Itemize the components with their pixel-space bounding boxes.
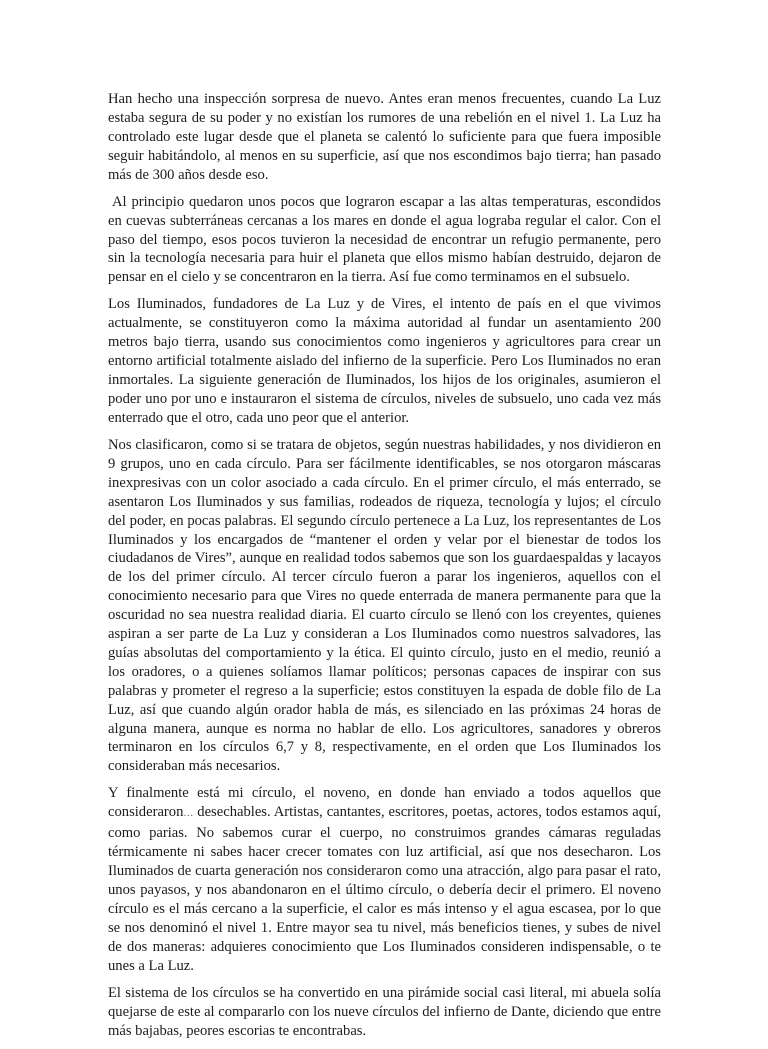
paragraph-5-start: Y finalmente está mi círculo, el noveno, en donde han enviado a todos aquellos que consideraron — [108, 785, 661, 821]
paragraph-5 — [108, 784, 661, 975]
paragraph-6: El sistema de los círculos se ha convertido en una pirámide social casi literal, mi abuela solía quejarse de este al compararlo con los nueve círculos del infierno de Dante, diciendo que entre más bajabas, peores escorias te encontrabas. — [108, 984, 661, 1039]
paragraph-4: Nos clasificaron, como si se tratara de objetos, según nuestras habilidades, y nos dividieron en 9 grupos, uno en cada círculo. Para ser fácilmente identificables, se nos otorgaron máscaras inexpresivas con un color asociado a cada círculo. En el primer círculo, el más enterrado, se asentaron Los Iluminados y sus familias, rodeados de riqueza, tecnología y lujos; el círculo del poder, en pocas palabras. El segundo círculo pertenece a La Luz, los representantes de Los Iluminados y los encargados de “mantener el orden y velar por el bienestar de todos los ciudadanos de Vires”, aunque en realidad todos sabemos que son los guardaespaldas y lacayos de los del primer círculo. Al tercer círculo fueron a parar los ingenieros, aquellos con el conocimiento necesario para que Vires no quede enterrada de manera permanente para que la oscuridad no sea nuestra realidad diaria. El cuarto círculo se llenó con los creyentes, quienes aspiran a ser parte de La Luz y consideran a Los Iluminados como nuestros salvadores, las guías absolutas del comportamiento y la ética. El quinto círculo, justo en el medio, reunió a los oradores, o a quienes solíamos llamar políticos; personas capaces de inspirar con sus palabras y prometer el regreso a la superficie; estos constituyen la espada de doble filo de La Luz, así que cuando algún orador habla de más, es silenciado en las próximas 24 horas de alguna manera, aunque es norma no hablar de ello. Los agricultores, sanadores y obreros terminaron en los círculos 6,7 y 8, respectivamente, en el orden que Los Iluminados los consideraban más necesarios. — [108, 436, 661, 775]
paragraph-3: Los Iluminados, fundadores de La Luz y de Vires, el intento de país en el que vivimos actualmente, se constituyeron como la máxima autoridad al fundar un asentamiento 200 metros bajo tierra, usando sus conocimientos como ingenieros y agricultores para crear un entorno artificial totalmente aislado del infierno de la superficie. Pero Los Iluminados no eran inmortales. La siguiente generación de Iluminados, los hijos de los originales, asumieron el poder uno por uno e instauraron el sistema de círculos, niveles de subsuelo, uno cada vez más enterrado que el otro, cada uno peor que el anterior. — [108, 296, 661, 426]
paragraph-1: Han hecho una inspección sorpresa de nuevo. Antes eran menos frecuentes, cuando La Luz estaba segura de su poder y no existían los rumores de una rebelión en el nivel 1. La Luz ha controlado este lugar desde que el planeta se calentó lo suficiente para que fuera imposible seguir habitándolo, al menos en su superficie, así que nos escondimos bajo tierra; han pasado más de 300 años desde eso. — [108, 91, 661, 183]
paragraph-2: Al principio quedaron unos pocos que lograron escapar a las altas temperaturas, escondidos en cuevas subterráneas cercanas a los mares en donde el agua lograba regular el calor. Con el paso del tiempo, esos pocos tuvieron la necesidad de encontrar un refugio permanente, pero sin la tecnología necesaria para huir el planeta que ellos mismo habían destruido, dejaron de pensar en el cielo y se concentraron en la tierra. Así fue como terminamos en el subsuelo. — [108, 193, 661, 286]
document-body — [108, 90, 661, 1049]
ellipsis-glyph: … — [183, 808, 194, 820]
paragraph-5-rest: desechables. Artistas, cantantes, escritores, poetas, actores, todos estamos aquí, como parias. No sabemos curar el cuerpo, no construimos grandes cámaras reguladas térmicamente ni sabes hacer crecer tomates con luz artificial, así que nos desecharon. Los Iluminados de cuarta generación nos consideraron como una atracción, algo para pasar el rato, unos payasos, y nos abandonaron en el último círculo, o debería decir el primero. El noveno círculo es el más cercano a la superficie, el calor es más intenso y el agua escasea, por lo que se nos denominó el nivel 1. Entre mayor sea tu nivel, más beneficios tienes, y subes de nivel de dos maneras: adquieres conocimiento que Los Iluminados consideren indispensable, o te unes a La Luz. — [108, 804, 661, 974]
